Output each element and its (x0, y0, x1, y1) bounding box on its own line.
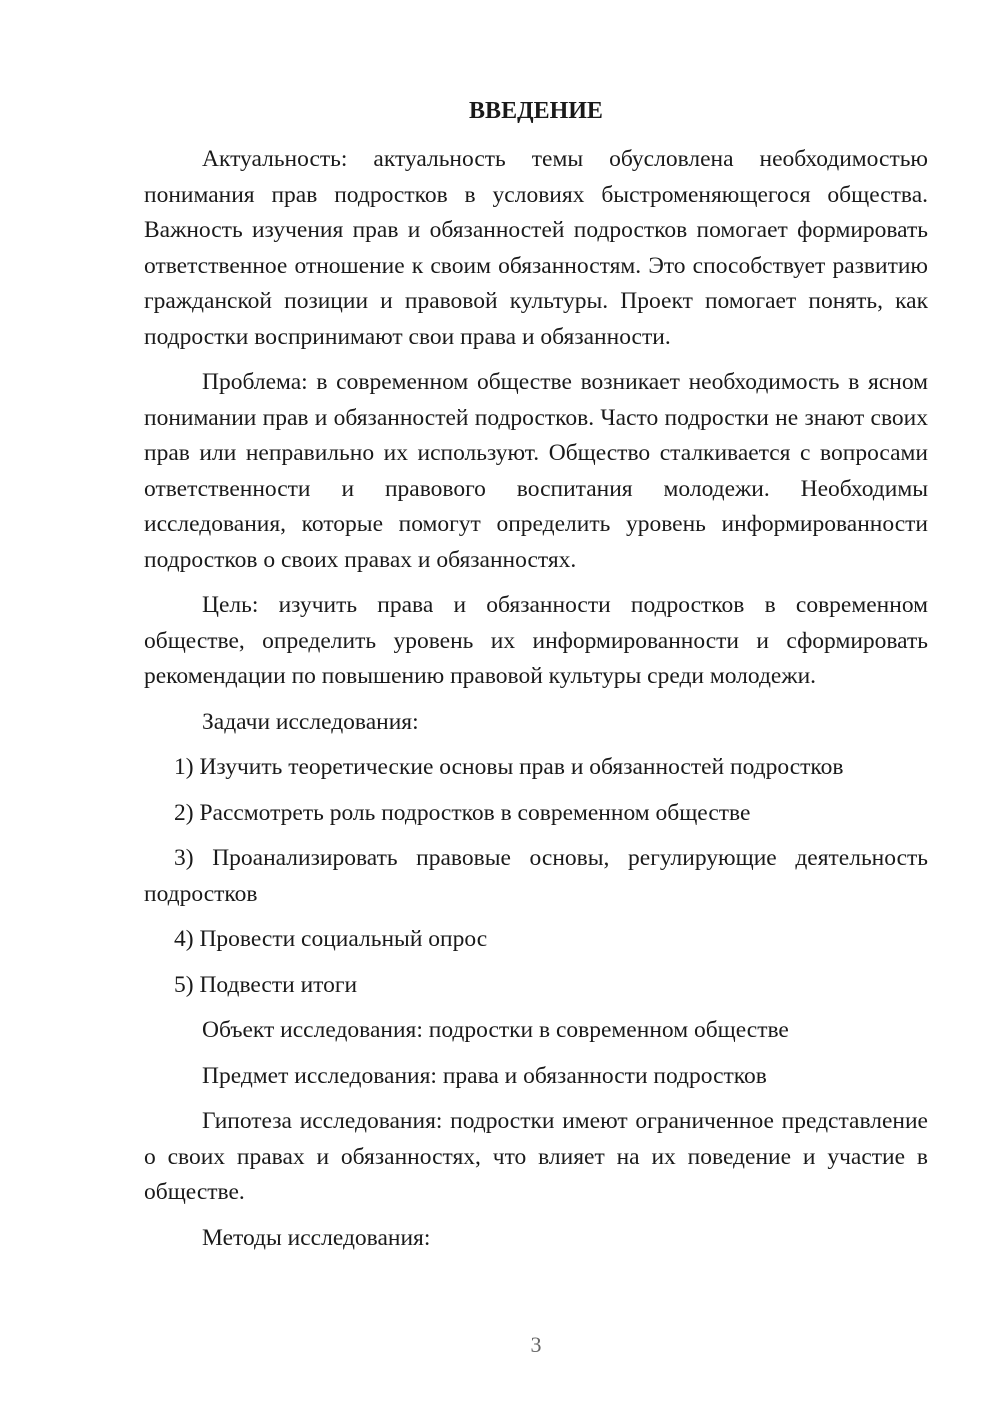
task-item: 4) Провести социальный опрос (174, 926, 488, 952)
methods-title: Методы исследования: (202, 1224, 431, 1251)
goal-paragraph: Цель: изучить права и обязанности подростков в современном обществе, определить уровень их информированности и сформировать рекомендации по повышению правовой культуры среди молодежи. (144, 592, 928, 689)
tasks-title: Задачи исследования: (202, 708, 419, 735)
task-item: 1) Изучить теоретические основы прав и обязанностей подростков (174, 754, 844, 780)
page-heading: ВВЕДЕНИЕ (469, 98, 603, 124)
page-number: 3 (530, 1332, 542, 1357)
hypothesis-paragraph: Гипотеза исследования: подростки имеют ограниченное представление о своих правах и обязанностях, что влияет на их поведение и участие в обществе. (144, 1108, 928, 1205)
task-item: 5) Подвести итоги (174, 971, 358, 998)
subject-paragraph: Предмет исследования: права и обязанности подростков (202, 1062, 767, 1089)
relevance-paragraph: Актуальность: актуальность темы обусловлена необходимостью понимания прав подростков в условиях быстроменяющегося общества. Важность изучения прав и обязанностей подростков помогает формировать ответственное отношение к своим обязанностям. Это способствует развитию гражданской позиции и правовой культуры. Проект помогает понять, как подростки воспринимают свои права и обязанности. (144, 146, 928, 350)
problem-paragraph: Проблема: в современном обществе возникает необходимость в ясном понимании прав и обязанностей подростков. Часто подростки не знают своих прав или неправильно их используют. Общество сталкивается с вопросами ответственности и правового воспитания молодежи. Необходимы исследования, которые помогут определить уровень информированности подростков о своих правах и обязанностях. (144, 369, 928, 573)
document-body (144, 142, 928, 1266)
task-item: 2) Рассмотреть роль подростков в современном обществе (174, 799, 751, 826)
object-paragraph: Объект исследования: подростки в современном обществе (202, 1017, 789, 1043)
task-item: 3) Проанализировать правовые основы, регулирующие деятельность подростков (144, 845, 928, 907)
